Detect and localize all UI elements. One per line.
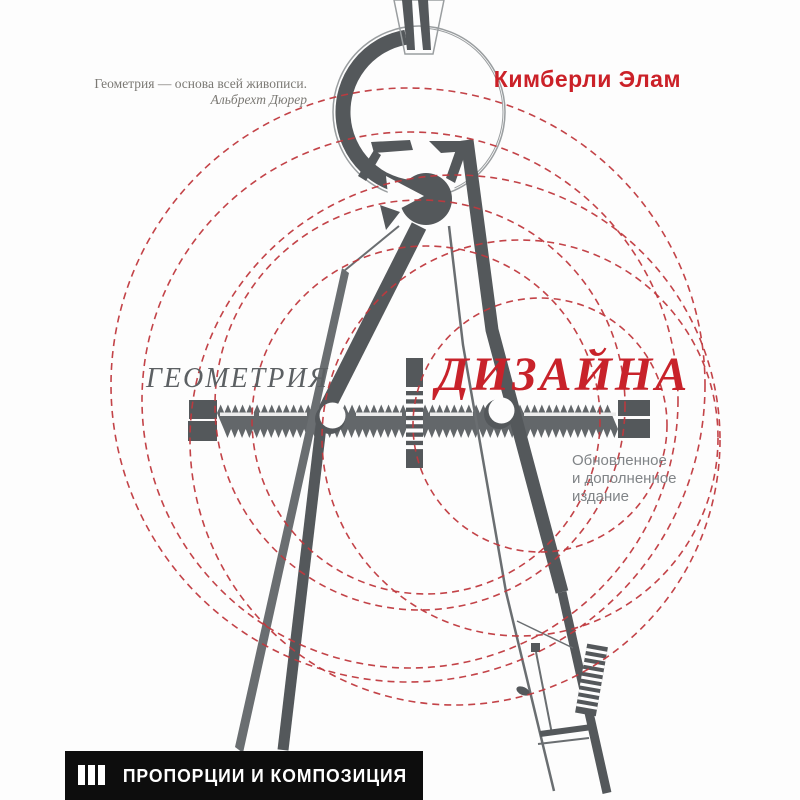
title-word-geometry: ГЕОМЕТРИЯ: [146, 363, 329, 394]
edition-line: издание: [572, 488, 630, 505]
stem-prong-right: [418, 0, 431, 50]
edition-line: и дополненное: [572, 470, 677, 487]
attachment-knob: [531, 643, 540, 652]
edition-note: [572, 452, 702, 506]
series-bar: [65, 751, 423, 800]
title-word-design: ДИЗАЙНА: [436, 348, 691, 401]
attachment-crossbar: [540, 727, 592, 734]
handle-ring-thick-arc: [343, 37, 416, 188]
rod-right-cap: [618, 400, 650, 416]
rod-left-cap: [188, 421, 217, 441]
series-title: ПРОПОРЦИИ И КОМПОЗИЦИЯ: [122, 765, 408, 786]
handle-ring-outline: [333, 26, 505, 198]
attachment-strut: [517, 621, 573, 648]
publisher-logo-icon: [78, 765, 105, 785]
epigraph: [94, 76, 307, 108]
epigraph-text: Геометрия — основа всей живописи.: [94, 76, 307, 91]
author-name: Кимберли Элам: [493, 66, 681, 92]
clamp-nut-left-face: [320, 403, 346, 429]
left-claw: [371, 140, 413, 153]
attachment-bar-thin: [538, 738, 589, 744]
edition-line: Обновленное: [572, 452, 667, 469]
epigraph-attribution: Альбрехт Дюрер: [210, 92, 307, 107]
